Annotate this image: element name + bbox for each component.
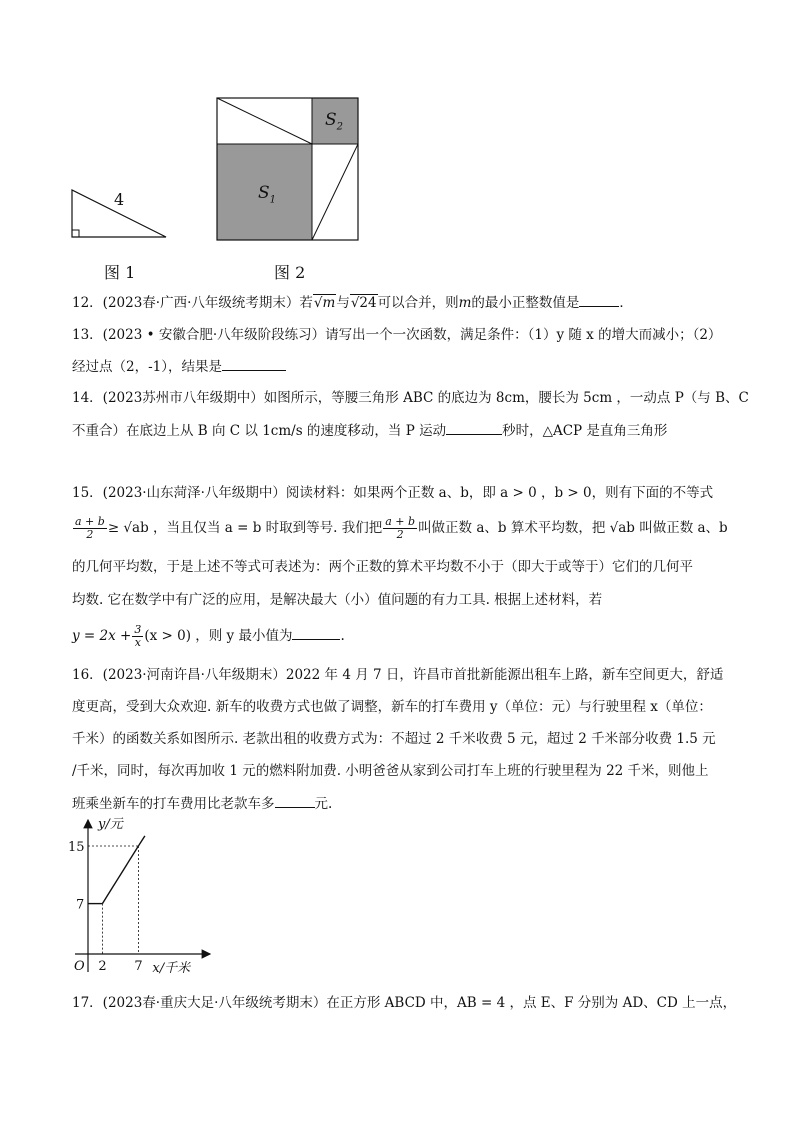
question-12 xyxy=(72,292,732,313)
q14-line2a: 不重合）在底边上从 B 向 C 以 1cm/s 的速度移动，当 P 运动 xyxy=(72,423,447,439)
question-16-line-4: /千米，同时，每次再加收 1 元的燃料附加费. 小明爸爸从家到公司打车上班的行驶里程为 22 千米，则他上 xyxy=(72,763,709,779)
q15-frac1-num: a + b xyxy=(75,515,105,528)
q12-var: m xyxy=(458,295,472,311)
q15-frac3-num: 3 xyxy=(134,623,142,636)
figure-2-caption: 图 2 xyxy=(274,263,306,282)
figure-1-caption: 图 1 xyxy=(104,263,136,282)
question-13-line-2 xyxy=(72,356,732,377)
y-tick-label-15: 15 xyxy=(68,840,85,855)
chart-guides xyxy=(88,846,138,954)
fare-line-segment-3 xyxy=(138,836,144,846)
q15-line5b: (x > 0) ，则 y 最小值为 xyxy=(144,628,293,644)
s1-subscript: 1 xyxy=(269,194,277,206)
question-15-line-1: 15．(2023·山东菏泽·八年级期中）阅读材料：如果两个正数 a、b，即 a > 0 ，b > 0，则有下面的不等式 xyxy=(72,485,714,501)
question-16-line-5 xyxy=(72,793,732,814)
question-17-line-1: 17．(2023春·重庆大足·八年级统考期末）在正方形 ABCD 中，AB = 4 ，点 E、F 分别为 AD、CD 上一点， xyxy=(72,995,737,1011)
question-15-line-3: 的几何平均数，于是上述不等式可表述为：两个正数的算术平均数不小于（即大于或等于）它们的几何平 xyxy=(72,559,693,575)
q15-fraction-1 xyxy=(73,516,107,541)
q15-line5c: . xyxy=(340,628,345,644)
q12-sqrt-24: √24 xyxy=(350,295,377,311)
q12-end: ． xyxy=(619,295,633,311)
q15-answer-blank[interactable] xyxy=(292,625,340,640)
question-14-line-1: 14．(2023苏州市八年级期中）如图所示，等腰三角形 ABC 的底边为 8cm，腰长为 5cm ，一动点 P（与 B、C xyxy=(72,390,749,406)
question-15-line-5 xyxy=(72,622,732,650)
q12-sqrt-m: √m xyxy=(313,295,336,311)
q16-line5b: 元. xyxy=(314,796,333,812)
question-13-line-1: 13．(2023 • 安徽合肥·八年级阶段练习）请写出一个一次函数，满足条件：（1）y 随 x 的增大而减小；（2） xyxy=(72,327,722,343)
figure-2-s1-label xyxy=(258,183,276,205)
q15-mid: 叫做正数 a、b 算术平均数，把 √ab 叫做正数 a、b xyxy=(418,520,728,536)
s1-letter: S xyxy=(258,183,270,203)
fare-line-segment-2 xyxy=(102,846,138,904)
q12-answer-blank[interactable] xyxy=(579,292,619,307)
q12-prefix: 12．(2023春·广西·八年级统考期末）若 xyxy=(72,295,313,311)
q12-mid: 与 xyxy=(336,295,350,311)
figure-1-side-label: 4 xyxy=(114,190,125,209)
question-15-line-4: 均数. 它在数学中有广泛的应用，是解决最大（小）值问题的有力工具. 根据上述材料，若 xyxy=(72,592,603,608)
s2-letter: S xyxy=(325,110,337,130)
q16-line5a: 班乘坐新车的打车费用比老款车多 xyxy=(72,796,275,812)
question-16-line-2: 度更高，受到大众欢迎. 新车的收费方式也做了调整，新车的打车费用 y（单位：元）与行驶里程 x（单位： xyxy=(72,699,712,715)
q15-frac2-den: 2 xyxy=(396,528,404,541)
q15-line5a: y = 2x + xyxy=(72,628,132,644)
q15-fraction-3 xyxy=(132,624,143,649)
q13-line2-text: 经过点（2，-1），结果是 xyxy=(72,359,222,375)
x-tick-label-2: 2 xyxy=(98,959,107,974)
y-axis-label: y/元 xyxy=(98,817,123,832)
q15-frac2-num: a + b xyxy=(385,515,416,528)
q12-suffix: 可以合并，则 xyxy=(377,295,459,311)
q12-tail: 的最小正整数值是 xyxy=(471,295,580,311)
q15-frac3-den: x xyxy=(134,636,141,649)
y-tick-label-7: 7 xyxy=(76,897,85,913)
question-16-line-3: 千米）的函数关系如图所示. 老款出租的收费方式为：不超过 2 千米收费 5 元，超过 2 千米部分收费 1.5 元 xyxy=(72,731,716,747)
question-16-line-1: 16．(2023·河南许昌·八年级期末）2022 年 4 月 7 日，许昌市首批新能源出租车上路，新车空间更大，舒适 xyxy=(72,667,724,683)
q13-answer-blank[interactable] xyxy=(222,356,286,371)
q14-answer-blank[interactable] xyxy=(446,420,502,435)
fare-chart xyxy=(55,812,225,982)
figure-2-s2-label xyxy=(325,110,343,132)
origin-label: O xyxy=(74,959,85,974)
q15-inequality: ≥ √ab ，当且仅当 a = b 时取到等号. 我们把 xyxy=(107,520,383,536)
q12-sqrt-24-radicand: 24 xyxy=(359,295,377,311)
x-axis-label: x/千米 xyxy=(152,961,191,976)
q14-line2b: 秒时，△ACP 是直角三角形 xyxy=(502,423,668,439)
x-tick-label-7: 7 xyxy=(134,959,143,974)
q12-sqrt-m-radicand: m xyxy=(322,295,336,311)
q16-answer-blank[interactable] xyxy=(275,793,315,808)
q15-frac1-den: 2 xyxy=(86,528,94,541)
s2-subscript: 2 xyxy=(336,121,344,133)
q15-fraction-2 xyxy=(383,516,417,541)
question-15-line-2 xyxy=(72,514,732,542)
chart-labels xyxy=(68,817,191,976)
question-14-line-2 xyxy=(72,420,732,441)
